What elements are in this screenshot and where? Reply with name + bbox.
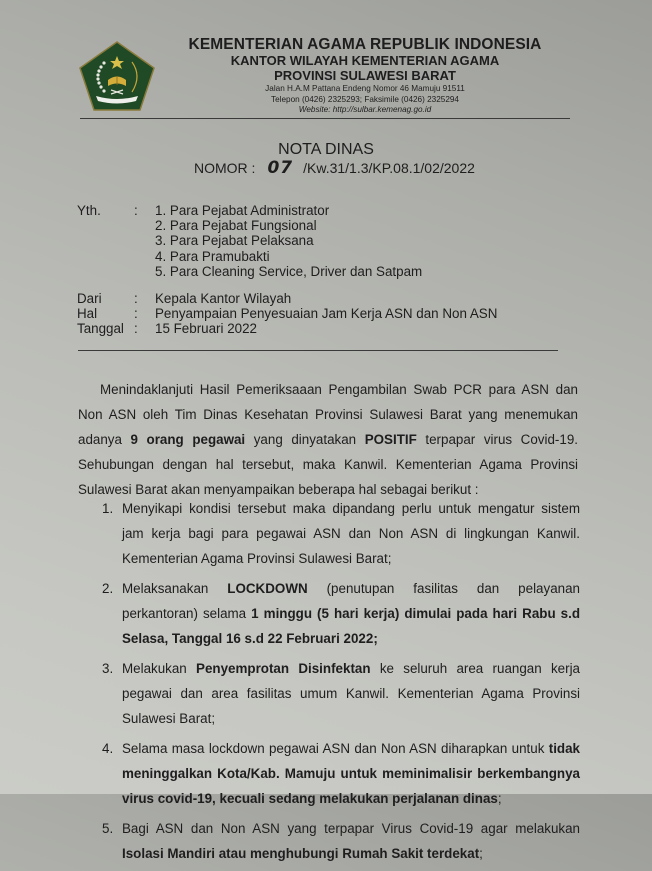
intro-bold-positive: POSITIF [364, 432, 417, 447]
item-text: Bagi ASN dan Non ASN yang terpapar Virus Covid-19 agar melakukan [122, 821, 580, 836]
item-bold: Isolasi Mandiri atau menghubungi Rumah Sakit terdekat [122, 846, 480, 861]
recipient-list [155, 203, 422, 279]
yth-colon: : [134, 203, 138, 218]
item-text: Menyikapi kondisi tersebut maka dipandang perlu untuk mengatur sistem jam kerja bagi para pegawai ASN dan Non ASN di lingkungan Kanwil. Kementerian Agama Provinsi Sulawesi Barat; [122, 501, 580, 566]
intro-text-3: terpapar virus Covid-19. Sehubungan dengan hal tersebut, maka Kanwil. Kementerian Agama Provinsi Sulawesi Barat akan menyampaikan beberapa hal sebagai berikut : [78, 432, 578, 497]
document-title: NOTA DINAS [278, 141, 374, 158]
letterhead-divider [80, 118, 570, 119]
intro-bold-count: 9 orang pegawai [130, 432, 246, 447]
item-bold: tidak meninggalkan Kota/Kab. Mamuju untuk meminimalisir berkembangnya virus covid-19, kecuali sedang melakukan perjalanan dinas [122, 741, 580, 806]
tanggal-value: 15 Februari 2022 [155, 321, 257, 336]
letterhead-phone: Telepon (0426) 2325293; Faksimile (0426) 2325294 [271, 94, 459, 104]
letterhead-office: KANTOR WILAYAH KEMENTERIAN AGAMA [230, 53, 500, 68]
recipient-item: 2. Para Pejabat Fungsional [155, 218, 317, 234]
hal-value: Penyampaian Penyesuaian Jam Kerja ASN dan Non ASN [155, 306, 498, 321]
item-bold: Penyemprotan Disinfektan [196, 661, 371, 676]
intro-text-2: yang dinyatakan [245, 432, 365, 447]
document-number [194, 158, 475, 178]
hal-label: Hal [77, 306, 98, 321]
letterhead [160, 36, 570, 116]
item-number: 5. [102, 821, 114, 836]
item-number: 4. [102, 741, 114, 756]
item-number: 3. [102, 661, 114, 676]
tanggal-colon: : [134, 321, 138, 336]
handwritten-number: 07 [267, 158, 294, 178]
dari-colon: : [134, 291, 138, 306]
item-text: (penutupan fasilitas dan pelayanan perkantoran) selama [122, 581, 580, 621]
recipient-label-row [77, 203, 155, 218]
tanggal-label: Tanggal [77, 321, 124, 336]
meta-row-dari [77, 291, 497, 306]
item-text: Melakukan [122, 661, 197, 676]
item-bold: LOCKDOWN [227, 581, 308, 596]
instruction-item [100, 816, 580, 866]
letterhead-province: PROVINSI SULAWESI BARAT [274, 68, 456, 83]
item-number: 2. [102, 581, 114, 596]
instruction-item [100, 576, 580, 651]
item-text: ; [479, 846, 483, 861]
yth-label: Yth. [77, 203, 101, 218]
intro-paragraph [78, 377, 578, 502]
recipient-item: 5. Para Cleaning Service, Driver dan Satpam [155, 263, 423, 279]
recipient-item: 1. Para Pejabat Administrator [155, 203, 330, 218]
item-number: 1. [102, 501, 114, 516]
instruction-list [100, 496, 580, 871]
recipient-item: 3. Para Pejabat Pelaksana [155, 233, 314, 249]
item-text: Selama masa lockdown pegawai ASN dan Non ASN diharapkan untuk [122, 741, 549, 756]
dari-label: Dari [77, 291, 102, 306]
kemenag-emblem-icon [78, 40, 156, 112]
number-suffix: /Kw.31/1.3/KP.08.1/02/2022 [303, 160, 475, 176]
intro-text-1: Menindaklanjuti Hasil Pemeriksaaan Pengambilan Swab PCR para ASN dan Non ASN oleh Tim Dinas Kesehatan Provinsi Sulawesi Barat yang menemukan adanya [78, 382, 578, 447]
item-bold: 1 minggu (5 hari kerja) dimulai pada hari Rabu s.d Selasa, Tanggal 16 s.d 22 Februari 2022; [122, 606, 581, 646]
letterhead-ministry: KEMENTERIAN AGAMA REPUBLIK INDONESIA [188, 36, 542, 53]
number-label: NOMOR : [194, 160, 256, 176]
memo-meta [77, 291, 497, 336]
instruction-item [100, 656, 580, 731]
letterhead-address: Jalan H.A.M Pattana Endeng Nomor 46 Mamuju 91511 [265, 84, 465, 93]
intro-text [78, 377, 578, 502]
item-text: ke seluruh area ruangan kerja pegawai dan area fasilitas umum Kanwil. Kementerian Agama Provinsi Sulawesi Barat; [122, 661, 580, 726]
hal-colon: : [134, 306, 138, 321]
item-text: ; [497, 791, 502, 806]
meta-divider [78, 350, 558, 351]
item-text: Melaksanakan [122, 581, 228, 596]
instruction-item [100, 736, 580, 811]
instruction-item [100, 496, 580, 571]
letterhead-website: Website: http://sulbar.kemenag.go.id [298, 105, 432, 114]
meta-row-tanggal [77, 321, 497, 336]
meta-row-hal [77, 306, 497, 321]
recipient-item: 4. Para Pramubakti [155, 248, 270, 264]
dari-value: Kepala Kantor Wilayah [155, 291, 292, 306]
